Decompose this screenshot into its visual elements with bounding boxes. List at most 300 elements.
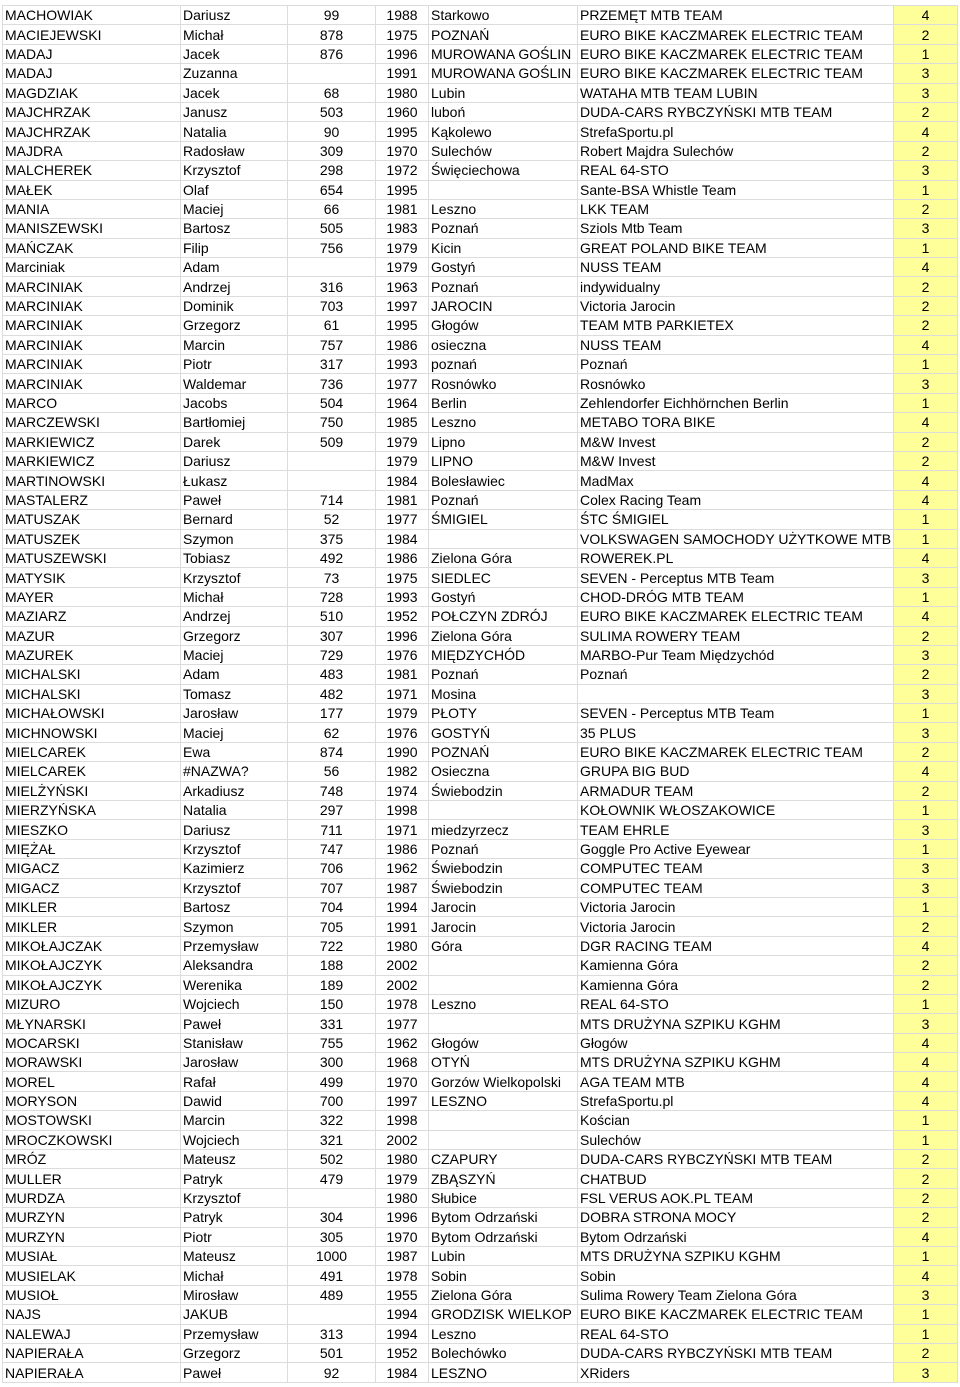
first-name-cell[interactable]: Grzegorz [181,626,288,645]
team-cell[interactable]: Sziols Mtb Team [578,219,894,238]
class-cell[interactable]: 4 [894,490,958,509]
first-name-cell[interactable]: Maciej [181,645,288,664]
last-name-cell[interactable]: MICHAŁOWSKI [3,704,181,723]
start-number-cell[interactable]: 705 [288,917,376,936]
last-name-cell[interactable]: MARCZEWSKI [3,413,181,432]
team-cell[interactable]: ŚTC ŚMIGIEL [578,510,894,529]
start-number-cell[interactable] [288,258,376,277]
last-name-cell[interactable]: MARCINIAK [3,277,181,296]
start-number-cell[interactable]: 322 [288,1111,376,1130]
team-cell[interactable]: TEAM EHRLE [578,820,894,839]
last-name-cell[interactable]: MAŃCZAK [3,238,181,257]
city-cell[interactable]: Berlin [429,393,578,412]
birth-year-cell[interactable]: 1998 [376,1111,429,1130]
team-cell[interactable]: Sobin [578,1266,894,1285]
last-name-cell[interactable]: MATUSZEWSKI [3,548,181,567]
birth-year-cell[interactable]: 1977 [376,1014,429,1033]
last-name-cell[interactable]: MAZIARZ [3,607,181,626]
team-cell[interactable]: DUDA-CARS RYBCZYŃSKI MTB TEAM [578,1343,894,1362]
last-name-cell[interactable]: MIGACZ [3,878,181,897]
city-cell[interactable]: Gorzów Wielkopolski [429,1072,578,1091]
last-name-cell[interactable]: MICHALSKI [3,684,181,703]
city-cell[interactable]: luboń [429,102,578,121]
city-cell[interactable]: Kąkolewo [429,122,578,141]
birth-year-cell[interactable]: 1993 [376,587,429,606]
birth-year-cell[interactable]: 1962 [376,859,429,878]
first-name-cell[interactable]: #NAZWA? [181,762,288,781]
birth-year-cell[interactable]: 1970 [376,1227,429,1246]
team-cell[interactable]: EURO BIKE KACZMAREK ELECTRIC TEAM [578,1305,894,1324]
city-cell[interactable] [429,1014,578,1033]
city-cell[interactable]: osieczna [429,335,578,354]
birth-year-cell[interactable]: 1980 [376,1150,429,1169]
team-cell[interactable]: Sulima Rowery Team Zielona Góra [578,1285,894,1304]
city-cell[interactable]: Zielona Góra [429,626,578,645]
birth-year-cell[interactable]: 1970 [376,1072,429,1091]
start-number-cell[interactable]: 307 [288,626,376,645]
city-cell[interactable]: Lubin [429,83,578,102]
last-name-cell[interactable]: MARCINIAK [3,355,181,374]
birth-year-cell[interactable]: 1987 [376,878,429,897]
first-name-cell[interactable]: Łukasz [181,471,288,490]
start-number-cell[interactable]: 756 [288,238,376,257]
class-cell[interactable]: 4 [894,1053,958,1072]
last-name-cell[interactable]: NAPIERAŁA [3,1363,181,1382]
last-name-cell[interactable]: MURZYN [3,1208,181,1227]
last-name-cell[interactable]: MATUSZEK [3,529,181,548]
city-cell[interactable]: Poznań [429,277,578,296]
first-name-cell[interactable]: Krzysztof [181,568,288,587]
team-cell[interactable]: M&W Invest [578,451,894,470]
team-cell[interactable]: Rosnówko [578,374,894,393]
start-number-cell[interactable]: 73 [288,568,376,587]
first-name-cell[interactable]: Krzysztof [181,839,288,858]
class-cell[interactable]: 3 [894,820,958,839]
city-cell[interactable]: LESZNO [429,1363,578,1382]
team-cell[interactable]: CHOD-DRÓG MTB TEAM [578,587,894,606]
birth-year-cell[interactable]: 1979 [376,258,429,277]
class-cell[interactable]: 2 [894,1343,958,1362]
start-number-cell[interactable]: 479 [288,1169,376,1188]
last-name-cell[interactable]: MAYER [3,587,181,606]
city-cell[interactable] [429,1111,578,1130]
start-number-cell[interactable]: 704 [288,897,376,916]
last-name-cell[interactable]: MIKOŁAJCZYK [3,975,181,994]
city-cell[interactable]: Jarocin [429,897,578,916]
birth-year-cell[interactable]: 1995 [376,316,429,335]
city-cell[interactable] [429,956,578,975]
city-cell[interactable]: Leszno [429,994,578,1013]
class-cell[interactable]: 2 [894,277,958,296]
first-name-cell[interactable]: Tobiasz [181,548,288,567]
birth-year-cell[interactable]: 1995 [376,180,429,199]
class-cell[interactable]: 2 [894,917,958,936]
birth-year-cell[interactable]: 1970 [376,141,429,160]
start-number-cell[interactable]: 61 [288,316,376,335]
first-name-cell[interactable]: Bernard [181,510,288,529]
city-cell[interactable]: Starkowo [429,6,578,25]
class-cell[interactable]: 3 [894,723,958,742]
city-cell[interactable]: Osieczna [429,762,578,781]
team-cell[interactable]: COMPUTEC TEAM [578,859,894,878]
birth-year-cell[interactable]: 1975 [376,25,429,44]
team-cell[interactable] [578,684,894,703]
last-name-cell[interactable]: MADAJ [3,64,181,83]
start-number-cell[interactable]: 375 [288,529,376,548]
city-cell[interactable]: Kicin [429,238,578,257]
start-number-cell[interactable]: 755 [288,1033,376,1052]
last-name-cell[interactable]: MAJCHRZAK [3,122,181,141]
team-cell[interactable]: EURO BIKE KACZMAREK ELECTRIC TEAM [578,25,894,44]
first-name-cell[interactable]: Michał [181,587,288,606]
start-number-cell[interactable]: 66 [288,199,376,218]
last-name-cell[interactable]: MADAJ [3,44,181,63]
team-cell[interactable]: Victoria Jarocin [578,897,894,916]
last-name-cell[interactable]: MRÓZ [3,1150,181,1169]
class-cell[interactable]: 2 [894,975,958,994]
team-cell[interactable]: Kamienna Góra [578,975,894,994]
last-name-cell[interactable]: MATYSIK [3,568,181,587]
city-cell[interactable]: MIĘDZYCHÓD [429,645,578,664]
team-cell[interactable]: 35 PLUS [578,723,894,742]
last-name-cell[interactable]: MIKOŁAJCZAK [3,936,181,955]
birth-year-cell[interactable]: 1998 [376,801,429,820]
city-cell[interactable]: ŚMIGIEL [429,510,578,529]
class-cell[interactable]: 4 [894,258,958,277]
team-cell[interactable]: NUSS TEAM [578,335,894,354]
city-cell[interactable]: Świebodzin [429,878,578,897]
first-name-cell[interactable]: Michał [181,1266,288,1285]
first-name-cell[interactable]: Radosław [181,141,288,160]
city-cell[interactable]: Rosnówko [429,374,578,393]
last-name-cell[interactable]: MULLER [3,1169,181,1188]
last-name-cell[interactable]: MAGDZIAK [3,83,181,102]
first-name-cell[interactable]: Dariusz [181,820,288,839]
class-cell[interactable]: 4 [894,1091,958,1110]
first-name-cell[interactable]: Przemysław [181,936,288,955]
city-cell[interactable]: OTYŃ [429,1053,578,1072]
class-cell[interactable]: 2 [894,1188,958,1207]
city-cell[interactable]: Sobin [429,1266,578,1285]
team-cell[interactable]: SEVEN - Perceptus MTB Team [578,568,894,587]
birth-year-cell[interactable]: 1979 [376,432,429,451]
start-number-cell[interactable]: 509 [288,432,376,451]
team-cell[interactable]: REAL 64-STO [578,1324,894,1343]
city-cell[interactable]: Jarocin [429,917,578,936]
birth-year-cell[interactable]: 1975 [376,568,429,587]
birth-year-cell[interactable]: 1977 [376,510,429,529]
class-cell[interactable]: 2 [894,1208,958,1227]
birth-year-cell[interactable]: 1955 [376,1285,429,1304]
city-cell[interactable]: MUROWANA GOŚLIN [429,64,578,83]
city-cell[interactable] [429,1130,578,1149]
team-cell[interactable]: DGR RACING TEAM [578,936,894,955]
class-cell[interactable]: 2 [894,1169,958,1188]
start-number-cell[interactable]: 748 [288,781,376,800]
first-name-cell[interactable]: Bartłomiej [181,413,288,432]
start-number-cell[interactable] [288,1305,376,1324]
city-cell[interactable]: Głogów [429,1033,578,1052]
class-cell[interactable]: 1 [894,839,958,858]
birth-year-cell[interactable]: 1984 [376,471,429,490]
class-cell[interactable]: 2 [894,781,958,800]
start-number-cell[interactable]: 298 [288,161,376,180]
start-number-cell[interactable]: 92 [288,1363,376,1382]
birth-year-cell[interactable]: 1993 [376,355,429,374]
birth-year-cell[interactable]: 1996 [376,1208,429,1227]
start-number-cell[interactable]: 297 [288,801,376,820]
start-number-cell[interactable]: 300 [288,1053,376,1072]
first-name-cell[interactable]: Przemysław [181,1324,288,1343]
first-name-cell[interactable]: Dariusz [181,6,288,25]
start-number-cell[interactable]: 309 [288,141,376,160]
class-cell[interactable]: 2 [894,1150,958,1169]
birth-year-cell[interactable]: 1952 [376,607,429,626]
start-number-cell[interactable]: 876 [288,44,376,63]
birth-year-cell[interactable]: 1983 [376,219,429,238]
team-cell[interactable]: Sante-BSA Whistle Team [578,180,894,199]
class-cell[interactable]: 1 [894,44,958,63]
start-number-cell[interactable]: 90 [288,122,376,141]
first-name-cell[interactable]: Darek [181,432,288,451]
class-cell[interactable]: 1 [894,1324,958,1343]
birth-year-cell[interactable]: 1990 [376,742,429,761]
team-cell[interactable]: M&W Invest [578,432,894,451]
start-number-cell[interactable]: 316 [288,277,376,296]
birth-year-cell[interactable]: 1979 [376,1169,429,1188]
class-cell[interactable]: 4 [894,471,958,490]
class-cell[interactable]: 3 [894,64,958,83]
last-name-cell[interactable]: MUSIOŁ [3,1285,181,1304]
team-cell[interactable]: VOLKSWAGEN SAMOCHODY UŻYTKOWE MTB [578,529,894,548]
last-name-cell[interactable]: MOREL [3,1072,181,1091]
class-cell[interactable]: 2 [894,102,958,121]
birth-year-cell[interactable]: 1974 [376,781,429,800]
birth-year-cell[interactable]: 1994 [376,1324,429,1343]
class-cell[interactable]: 2 [894,956,958,975]
last-name-cell[interactable]: MIGACZ [3,859,181,878]
first-name-cell[interactable]: Zuzanna [181,64,288,83]
last-name-cell[interactable]: NALEWAJ [3,1324,181,1343]
birth-year-cell[interactable]: 1994 [376,1305,429,1324]
start-number-cell[interactable] [288,1188,376,1207]
first-name-cell[interactable]: Krzysztof [181,1188,288,1207]
start-number-cell[interactable]: 188 [288,956,376,975]
last-name-cell[interactable]: MIELCAREK [3,762,181,781]
start-number-cell[interactable]: 736 [288,374,376,393]
class-cell[interactable]: 4 [894,1072,958,1091]
first-name-cell[interactable]: Mateusz [181,1247,288,1266]
team-cell[interactable]: SULIMA ROWERY TEAM [578,626,894,645]
first-name-cell[interactable]: Mirosław [181,1285,288,1304]
city-cell[interactable]: Leszno [429,413,578,432]
class-cell[interactable]: 4 [894,122,958,141]
team-cell[interactable]: KOŁOWNIK WŁOSZAKOWICE [578,801,894,820]
start-number-cell[interactable]: 304 [288,1208,376,1227]
team-cell[interactable]: Victoria Jarocin [578,917,894,936]
city-cell[interactable]: MUROWANA GOŚLIN [429,44,578,63]
birth-year-cell[interactable]: 1968 [376,1053,429,1072]
last-name-cell[interactable]: MIZURO [3,994,181,1013]
class-cell[interactable]: 1 [894,393,958,412]
class-cell[interactable]: 1 [894,1130,958,1149]
team-cell[interactable]: indywidualny [578,277,894,296]
first-name-cell[interactable]: Patryk [181,1208,288,1227]
city-cell[interactable]: Leszno [429,1324,578,1343]
class-cell[interactable]: 1 [894,1111,958,1130]
first-name-cell[interactable]: Marcin [181,1111,288,1130]
class-cell[interactable]: 4 [894,607,958,626]
city-cell[interactable]: GOSTYŃ [429,723,578,742]
birth-year-cell[interactable]: 1963 [376,277,429,296]
class-cell[interactable]: 3 [894,83,958,102]
city-cell[interactable]: Gostyń [429,587,578,606]
start-number-cell[interactable]: 189 [288,975,376,994]
first-name-cell[interactable]: Olaf [181,180,288,199]
team-cell[interactable]: Poznań [578,355,894,374]
start-number-cell[interactable]: 1000 [288,1247,376,1266]
class-cell[interactable]: 1 [894,587,958,606]
start-number-cell[interactable]: 499 [288,1072,376,1091]
team-cell[interactable]: Colex Racing Team [578,490,894,509]
last-name-cell[interactable]: MAZUREK [3,645,181,664]
birth-year-cell[interactable]: 1995 [376,122,429,141]
start-number-cell[interactable]: 711 [288,820,376,839]
team-cell[interactable]: ARMADUR TEAM [578,781,894,800]
last-name-cell[interactable]: MAJCHRZAK [3,102,181,121]
city-cell[interactable]: Bolesławiec [429,471,578,490]
first-name-cell[interactable]: Jacek [181,83,288,102]
team-cell[interactable]: Sulechów [578,1130,894,1149]
start-number-cell[interactable] [288,451,376,470]
birth-year-cell[interactable]: 1971 [376,684,429,703]
last-name-cell[interactable]: MIESZKO [3,820,181,839]
first-name-cell[interactable]: Marcin [181,335,288,354]
city-cell[interactable]: POZNAŃ [429,25,578,44]
team-cell[interactable]: Victoria Jarocin [578,296,894,315]
team-cell[interactable]: XRiders [578,1363,894,1382]
first-name-cell[interactable]: Grzegorz [181,1343,288,1362]
first-name-cell[interactable]: Maciej [181,199,288,218]
first-name-cell[interactable]: Maciej [181,723,288,742]
start-number-cell[interactable]: 503 [288,102,376,121]
class-cell[interactable]: 1 [894,238,958,257]
first-name-cell[interactable]: Wojciech [181,994,288,1013]
start-number-cell[interactable]: 52 [288,510,376,529]
birth-year-cell[interactable]: 1979 [376,238,429,257]
city-cell[interactable]: miedzyrzecz [429,820,578,839]
first-name-cell[interactable]: Kazimierz [181,859,288,878]
last-name-cell[interactable]: MASTALERZ [3,490,181,509]
start-number-cell[interactable]: 305 [288,1227,376,1246]
last-name-cell[interactable]: MUSIELAK [3,1266,181,1285]
team-cell[interactable]: FSL VERUS AOK.PL TEAM [578,1188,894,1207]
start-number-cell[interactable]: 757 [288,335,376,354]
birth-year-cell[interactable]: 1986 [376,335,429,354]
city-cell[interactable]: Głogów [429,316,578,335]
birth-year-cell[interactable]: 1986 [376,839,429,858]
last-name-cell[interactable]: MARCO [3,393,181,412]
first-name-cell[interactable]: Werenika [181,975,288,994]
team-cell[interactable]: Kamienna Góra [578,956,894,975]
last-name-cell[interactable]: MATUSZAK [3,510,181,529]
city-cell[interactable] [429,529,578,548]
last-name-cell[interactable]: MAZUR [3,626,181,645]
class-cell[interactable]: 2 [894,626,958,645]
class-cell[interactable]: 3 [894,645,958,664]
birth-year-cell[interactable]: 1981 [376,490,429,509]
city-cell[interactable]: Gostyń [429,258,578,277]
start-number-cell[interactable]: 483 [288,665,376,684]
start-number-cell[interactable]: 313 [288,1324,376,1343]
team-cell[interactable]: COMPUTEC TEAM [578,878,894,897]
city-cell[interactable]: POŁCZYN ZDRÓJ [429,607,578,626]
birth-year-cell[interactable]: 1980 [376,936,429,955]
last-name-cell[interactable]: MIĘŻAŁ [3,839,181,858]
start-number-cell[interactable]: 502 [288,1150,376,1169]
start-number-cell[interactable]: 489 [288,1285,376,1304]
first-name-cell[interactable]: Adam [181,258,288,277]
start-number-cell[interactable]: 331 [288,1014,376,1033]
start-number-cell[interactable]: 874 [288,742,376,761]
birth-year-cell[interactable]: 1979 [376,451,429,470]
class-cell[interactable]: 1 [894,897,958,916]
class-cell[interactable]: 4 [894,1033,958,1052]
birth-year-cell[interactable]: 1991 [376,64,429,83]
team-cell[interactable]: DUDA-CARS RYBCZYŃSKI MTB TEAM [578,1150,894,1169]
start-number-cell[interactable]: 510 [288,607,376,626]
birth-year-cell[interactable]: 1964 [376,393,429,412]
first-name-cell[interactable]: Michał [181,25,288,44]
start-number-cell[interactable]: 99 [288,6,376,25]
class-cell[interactable]: 2 [894,296,958,315]
first-name-cell[interactable]: Ewa [181,742,288,761]
team-cell[interactable]: Głogów [578,1033,894,1052]
first-name-cell[interactable]: Bartosz [181,219,288,238]
city-cell[interactable]: Sulechów [429,141,578,160]
start-number-cell[interactable]: 707 [288,878,376,897]
class-cell[interactable]: 1 [894,1247,958,1266]
class-cell[interactable]: 4 [894,1266,958,1285]
team-cell[interactable]: EURO BIKE KACZMAREK ELECTRIC TEAM [578,44,894,63]
city-cell[interactable]: JAROCIN [429,296,578,315]
team-cell[interactable]: EURO BIKE KACZMAREK ELECTRIC TEAM [578,742,894,761]
first-name-cell[interactable]: Krzysztof [181,161,288,180]
last-name-cell[interactable]: MARCINIAK [3,316,181,335]
first-name-cell[interactable]: Dominik [181,296,288,315]
class-cell[interactable]: 4 [894,335,958,354]
birth-year-cell[interactable]: 1994 [376,897,429,916]
start-number-cell[interactable]: 728 [288,587,376,606]
class-cell[interactable]: 3 [894,1285,958,1304]
first-name-cell[interactable]: Rafał [181,1072,288,1091]
city-cell[interactable]: Poznań [429,665,578,684]
team-cell[interactable]: TEAM MTB PARKIETEX [578,316,894,335]
first-name-cell[interactable]: Krzysztof [181,878,288,897]
last-name-cell[interactable]: MURDZA [3,1188,181,1207]
team-cell[interactable]: Poznań [578,665,894,684]
class-cell[interactable]: 1 [894,355,958,374]
team-cell[interactable]: MadMax [578,471,894,490]
last-name-cell[interactable]: MURZYN [3,1227,181,1246]
first-name-cell[interactable]: Patryk [181,1169,288,1188]
city-cell[interactable]: Święciechowa [429,161,578,180]
birth-year-cell[interactable]: 1981 [376,665,429,684]
birth-year-cell[interactable]: 1996 [376,44,429,63]
class-cell[interactable]: 1 [894,1305,958,1324]
team-cell[interactable]: LKK TEAM [578,199,894,218]
city-cell[interactable]: LIPNO [429,451,578,470]
